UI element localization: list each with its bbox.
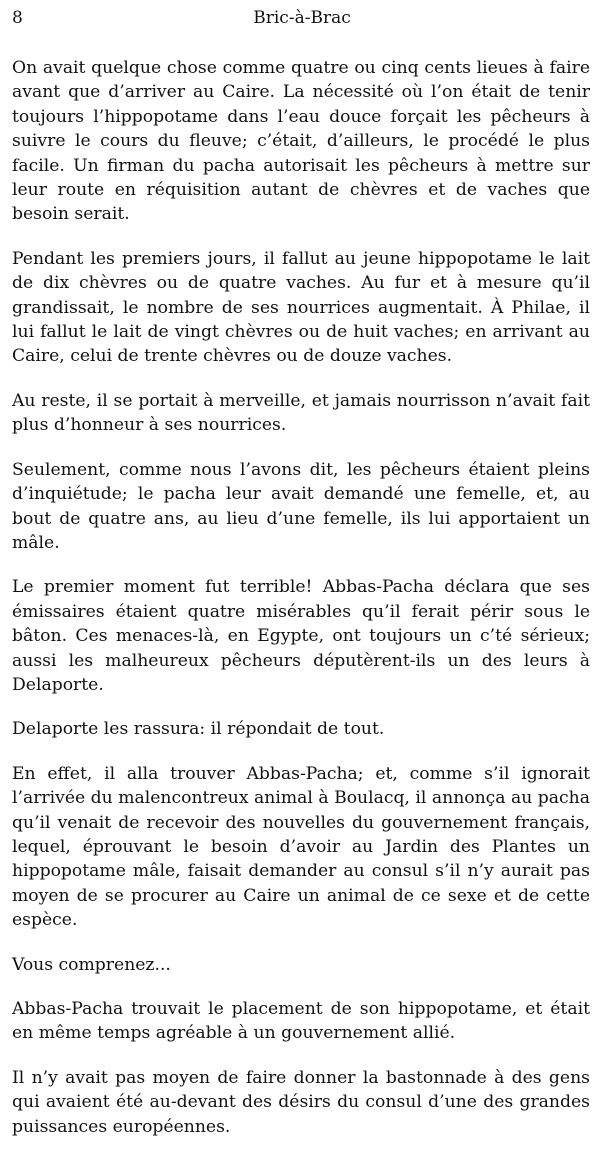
- paragraph: Le premier moment fut terrible! Abbas-Pacha déclara que ses émissaires étaient quatre misérables qu’il ferait périr sous le bâton. Ces menaces-là, en Egypte, ont toujours un c’té sérieux; aussi les malheureux pêcheurs députèrent-ils un des leurs à Delaporte.: [12, 577, 590, 695]
- paragraph: Delaporte les rassura: il répondait de tout.: [12, 719, 385, 740]
- page-header: [0, 6, 604, 32]
- paragraph: Il n’y avait pas moyen de faire donner la bastonnade à des gens qui avaient été au-devant des désirs du consul d’une des grandes puissances européennes.: [12, 1067, 590, 1137]
- page-number: 8: [12, 8, 23, 28]
- body-text: [12, 56, 590, 1159]
- paragraph: Pendant les premiers jours, il fallut au jeune hippopotame le lait de dix chèvres ou de quatre vaches. Au fur et à mesure qu’il grandissait, le nombre de ses nourrices augmentait. À Philae, il lui fallut le lait de vingt chèvres ou de huit vaches; en arrivant au Caire, celui de trente chèvres ou de douze vaches.: [12, 248, 590, 367]
- paragraph: Seulement, comme nous l’avons dit, les pêcheurs étaient pleins d’inquiétude; le pacha leur avait demandé une femelle, et, au bout de quatre ans, au lieu d’une femelle, ils lui apportaient un mâle.: [12, 459, 590, 553]
- paragraph: Vous comprenez...: [12, 954, 171, 975]
- paragraph: On avait quelque chose comme quatre ou cinq cents lieues à faire avant que d’arriver au Caire. La nécessité où l’on était de tenir toujours l’hippopotame dans l’eau douce forçait les pêcheurs à suivre le cours du fleuve; c’était, d’ailleurs, le procédé le plus facile. Un firman du pacha autorisait les pêcheurs à mettre sur leur route en réquisition autant de chèvres et de vaches que besoin serait.: [12, 58, 590, 225]
- running-title: Bric-à-Brac: [253, 8, 351, 28]
- paragraph: Au reste, il se portait à merveille, et jamais nourrisson n’avait fait plus d’honneur à ses nourrices.: [12, 390, 590, 436]
- paragraph: En effet, il alla trouver Abbas-Pacha; et, comme s’il ignorait l’arrivée du malencontreux animal à Boulacq, il annonça au pacha qu’il venait de recevoir des nouvelles du gouvernement français, lequel, éprouvant le besoin d’avoir au Jardin des Plantes un hippopotame mâle, faisait demander au consul s’il n’y aurait pas moyen de se procurer au Caire un animal de ce sexe et de cette espèce.: [12, 763, 590, 931]
- paragraph: Abbas-Pacha trouvait le placement de son hippopotame, et était en même temps agréable à un gouvernement allié.: [12, 999, 590, 1044]
